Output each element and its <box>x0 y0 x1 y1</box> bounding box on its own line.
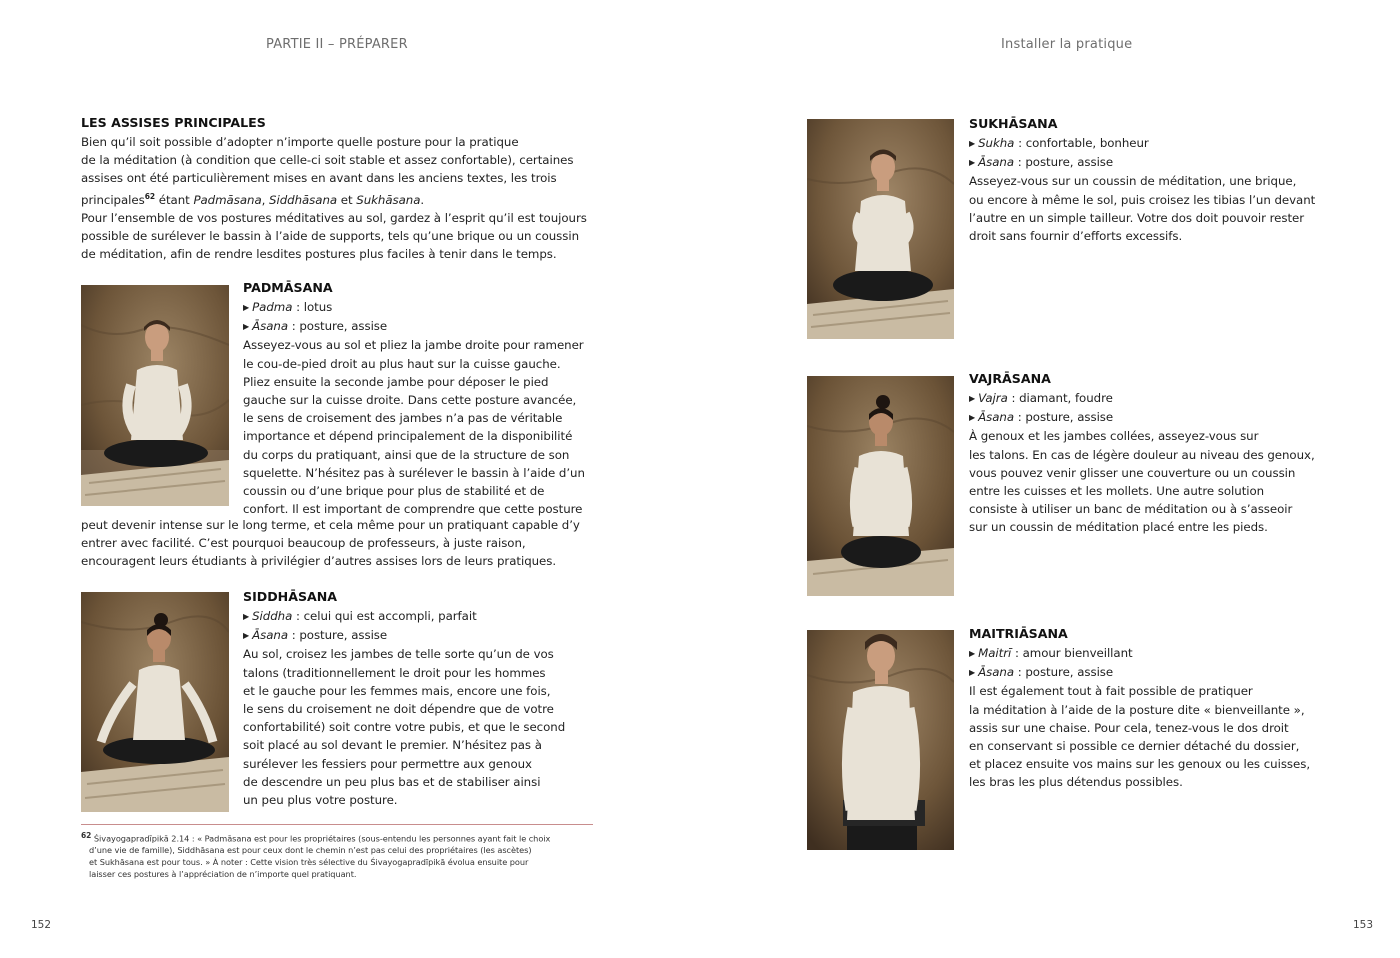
intro-line: principales$^{62}$ étant Padmāsana, Siddhāsana et Sukhāsana. <box>81 191 425 207</box>
maitriasana-section <box>969 625 1310 792</box>
footnote-mark: 62 <box>81 831 92 840</box>
etymology-line: ▶ Padma : lotus <box>243 300 333 314</box>
body-line: gauche sur la cuisse droite. Dans cette posture avancée, <box>243 393 577 408</box>
triangle-right-icon: ▶ <box>969 394 976 403</box>
body-line: encouragent leurs étudiants à privilégier d’autres assises lors de leurs pratiques. <box>81 554 557 569</box>
body-line: importance et dépend principalement de la disponibilité <box>243 429 573 444</box>
triangle-right-icon: ▶ <box>243 631 250 641</box>
body-line: le sens du croisement ne doit dépendre que de votre <box>243 702 554 717</box>
body-line: un peu plus votre posture. <box>243 793 398 808</box>
triangle-right-icon: ▶ <box>969 139 976 148</box>
intro-line: Pour l’ensemble de vos postures méditatives au sol, gardez à l’esprit qu’il est toujours <box>81 210 587 225</box>
running-head-left: PARTIE II – PRÉPARER <box>266 37 408 52</box>
body-line: de descendre un peu plus bas et de stabiliser ainsi <box>243 774 541 789</box>
footnote-divider <box>81 824 593 825</box>
body-line: Pliez ensuite la seconde jambe pour déposer le pied <box>243 374 549 389</box>
section-title: LES ASSISES PRINCIPALES <box>81 115 266 130</box>
etymology-line: ▶ Vajra : diamant, foudre <box>969 391 1113 405</box>
body-line: l’autre en un simple tailleur. Votre dos doit pouvoir rester <box>969 210 1305 225</box>
triangle-right-icon: ▶ <box>969 158 976 168</box>
body-line: la méditation à l’aide de la posture dite « bienveillante », <box>969 702 1305 717</box>
body-line: À genoux et les jambes collées, asseyez-vous sur <box>969 429 1259 444</box>
sukhasana-photo <box>807 119 954 339</box>
body-line: entre les cuisses et les mollets. Une autre solution <box>969 484 1265 499</box>
body-line: squelette. N’hésitez pas à surélever le bassin à l’aide d’un <box>243 465 585 480</box>
body-line: assis sur une chaise. Pour cela, tenez-vous le dos droit <box>969 720 1289 735</box>
triangle-right-icon: ▶ <box>969 649 976 658</box>
body-line: et placez ensuite vos mains sur les genoux ou les cuisses, <box>969 757 1311 772</box>
padmasana-continuation <box>81 516 580 571</box>
siddhasana-photo <box>81 592 229 812</box>
triangle-right-icon: ▶ <box>243 322 250 332</box>
body-line: entrer avec facilité. C’est pourquoi beaucoup de professeurs, à juste raison, <box>81 536 526 551</box>
body-line: et le gauche pour les femmes mais, encore une fois, <box>243 683 551 698</box>
intro-paragraph <box>81 133 587 263</box>
vajrasana-photo <box>807 376 954 596</box>
etymology-line: ▶ Āsana : posture, assise <box>243 628 388 643</box>
maitriasana-title: MAITRIĀSANA <box>969 626 1068 641</box>
intro-line: de la méditation (à condition que celle-ci soit stable et assez confortable), certaines <box>81 153 574 168</box>
body-line: surélever les fessiers pour permettre aux genoux <box>243 756 532 771</box>
padmasana-title: PADMĀSANA <box>243 280 333 295</box>
body-line: vous pouvez venir glisser une couverture ou un coussin <box>969 465 1296 480</box>
intro-line: assises ont été particulièrement mises en avant dans les anciens textes, les trois <box>81 171 557 186</box>
footnote-ref[interactable]: 62 <box>144 191 156 201</box>
vajrasana-section <box>969 370 1315 537</box>
siddhasana-section <box>243 588 565 809</box>
body-line: le sens de croisement des jambes n’a pas de véritable <box>243 411 563 426</box>
etymology-line: ▶ Siddha : celui qui est accompli, parfait <box>243 609 477 623</box>
etymology-line: ▶ Maitrī : amour bienveillant <box>969 646 1133 660</box>
body-line: Au sol, croisez les jambes de telle sorte qu’un de vos <box>243 647 554 662</box>
body-line: Asseyez-vous au sol et pliez la jambe droite pour ramener <box>243 338 584 353</box>
maitriasana-photo <box>807 630 954 850</box>
sukhasana-title: SUKHĀSANA <box>969 116 1058 131</box>
footnote <box>81 830 550 880</box>
body-line: le cou-de-pied droit au plus haut sur la cuisse gauche. <box>243 356 561 371</box>
body-line: soit placé au sol devant le premier. N’hésitez pas à <box>243 738 542 753</box>
etymology-line: ▶ Āsana : posture, assise <box>969 155 1114 170</box>
body-line: confort. Il est important de comprendre que cette posture <box>243 502 583 517</box>
body-line: droit sans fournir d’efforts excessifs. <box>969 229 1183 244</box>
footnote-line: $^{62}$ Śivayogapradīpikā 2.14 : « Padmāsana est pour les propriétaires (sous-entendu les personnes ayant fait le choix <box>81 831 551 844</box>
page-number-right: 153 <box>1353 919 1374 931</box>
body-line: confortabilité) soit contre votre pubis, et que le second <box>243 720 566 735</box>
siddhasana-title: SIDDHĀSANA <box>243 589 338 604</box>
body-line: les talons. En cas de légère douleur au niveau des genoux, <box>969 447 1315 462</box>
body-line: coussin ou d’une brique pour plus de stabilité et de <box>243 484 545 499</box>
body-line: consiste à utiliser un banc de méditation ou à s’asseoir <box>969 502 1293 517</box>
triangle-right-icon: ▶ <box>243 303 250 312</box>
sukhasana-section <box>969 115 1315 245</box>
vajrasana-title: VAJRĀSANA <box>969 371 1051 386</box>
etymology-line: ▶ Āsana : posture, assise <box>969 665 1114 680</box>
intro-line: possible de surélever le bassin à l’aide de supports, tels qu’une brique ou un coussin <box>81 228 580 243</box>
etymology-line: ▶ Āsana : posture, assise <box>243 319 388 334</box>
body-line: en conservant si possible ce dernier détaché du dossier, <box>969 739 1300 754</box>
triangle-right-icon: ▶ <box>969 668 976 678</box>
page-number-left: 152 <box>31 919 52 931</box>
intro-line: de méditation, afin de rendre lesdites postures plus faciles à tenir dans le temps. <box>81 247 557 262</box>
footnote-line: et Sukhāsana est pour tous. » À noter : Cette vision très sélective du Śivayogapradīpikā évolua ensuite pour <box>89 856 529 867</box>
body-line: ou encore à même le sol, puis croisez les tibias l’un devant <box>969 192 1316 207</box>
padmasana-section <box>243 279 585 518</box>
body-line: les bras les plus détendus possibles. <box>969 775 1183 790</box>
triangle-right-icon: ▶ <box>969 413 976 423</box>
body-line: sur un coussin de méditation placé entre les pieds. <box>969 520 1268 535</box>
body-line: Il est également tout à fait possible de pratiquer <box>969 684 1253 699</box>
body-line: talons (traditionnellement le droit pour les hommes <box>243 665 546 680</box>
triangle-right-icon: ▶ <box>243 612 250 621</box>
etymology-line: ▶ Sukha : confortable, bonheur <box>969 136 1149 150</box>
intro-line: Bien qu’il soit possible d’adopter n’importe quelle posture pour la pratique <box>81 135 519 149</box>
body-line: peut devenir intense sur le long terme, et cela même pour un pratiquant capable d’y <box>81 518 580 532</box>
footnote-line: d’une vie de famille), Siddhāsana est pour ceux dont le chemin n’est pas celui des propriétaires (les ascètes) <box>89 845 532 856</box>
body-line: du corps du pratiquant, ainsi que de la structure de son <box>243 447 570 462</box>
footnote-line: laisser ces postures à l’appréciation de n’importe quel pratiquant. <box>89 868 357 879</box>
running-head-right: Installer la pratique <box>1001 37 1133 52</box>
padmasana-photo <box>81 285 229 506</box>
body-line: Asseyez-vous sur un coussin de méditation, une brique, <box>969 174 1297 189</box>
etymology-line: ▶ Āsana : posture, assise <box>969 410 1114 425</box>
